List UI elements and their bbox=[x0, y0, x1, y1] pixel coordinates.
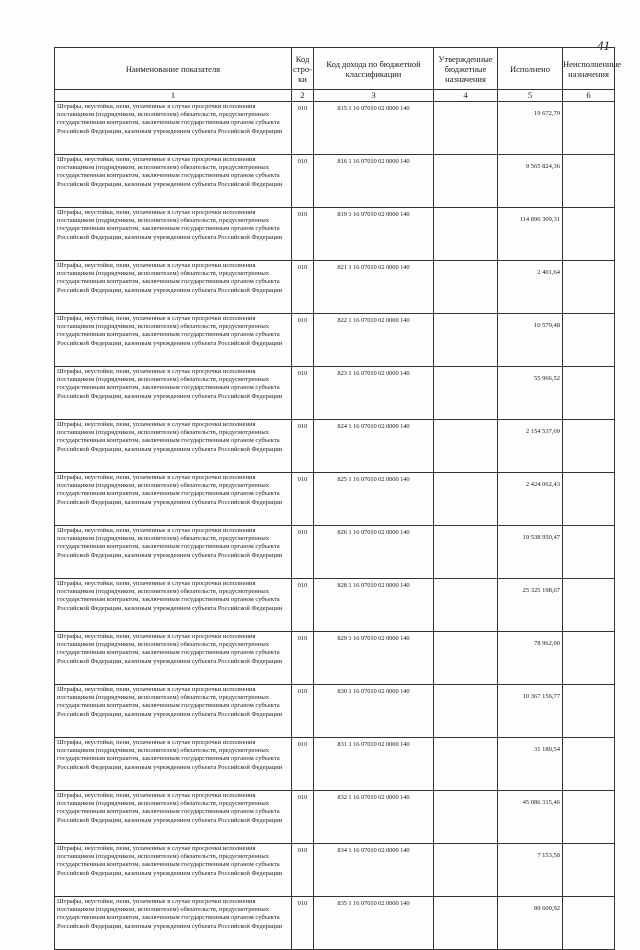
column-number: 4 bbox=[434, 90, 498, 102]
row-line-code-cell: 010 bbox=[292, 632, 314, 685]
row-line-code-cell: 010 bbox=[292, 897, 314, 950]
table-row bbox=[55, 844, 615, 897]
table-row bbox=[55, 738, 615, 791]
row-line-code-cell: 010 bbox=[292, 685, 314, 738]
row-name-cell: Штрафы, неустойки, пени, уплаченные в случае просрочки исполнения поставщиком (подрядчиком, исполнителем) обязательств, предусмотренных государственным контрактом, заключенным государственным органом субъекта Российской Федерации, казенным учреждением субъекта Российской Федерации bbox=[55, 367, 292, 420]
table-row bbox=[55, 420, 615, 473]
column-numbers-row bbox=[55, 90, 615, 102]
row-approved-cell bbox=[434, 632, 498, 685]
row-approved-cell bbox=[434, 473, 498, 526]
row-income-code-cell: 816 1 16 07010 02 0000 140 bbox=[314, 155, 434, 208]
row-executed-cell: 31 180,54 bbox=[498, 738, 563, 791]
row-approved-cell bbox=[434, 685, 498, 738]
row-line-code-cell: 010 bbox=[292, 579, 314, 632]
table-body bbox=[55, 102, 615, 950]
row-executed-cell: 55 966,52 bbox=[498, 367, 563, 420]
column-number: 2 bbox=[292, 90, 314, 102]
row-executed-cell: 7 153,58 bbox=[498, 844, 563, 897]
row-unexecuted-cell bbox=[563, 526, 615, 579]
header-name: Наименование показателя bbox=[55, 48, 292, 90]
row-executed-cell: 25 325 198,67 bbox=[498, 579, 563, 632]
row-executed-cell: 2 401,64 bbox=[498, 261, 563, 314]
column-number: 1 bbox=[55, 90, 292, 102]
page-number: 41 bbox=[597, 38, 610, 53]
table-row bbox=[55, 208, 615, 261]
row-line-code-cell: 010 bbox=[292, 314, 314, 367]
row-income-code-cell: 829 1 16 07010 02 0000 140 bbox=[314, 632, 434, 685]
row-approved-cell bbox=[434, 102, 498, 155]
table-row bbox=[55, 155, 615, 208]
row-name-cell: Штрафы, неустойки, пени, уплаченные в случае просрочки исполнения поставщиком (подрядчиком, исполнителем) обязательств, предусмотренных государственным контрактом, заключенным государственным органом субъекта Российской Федерации, казенным учреждением субъекта Российской Федерации bbox=[55, 632, 292, 685]
row-unexecuted-cell bbox=[563, 367, 615, 420]
table-row bbox=[55, 261, 615, 314]
row-income-code-cell: 819 1 16 07010 02 0000 140 bbox=[314, 208, 434, 261]
row-income-code-cell: 831 1 16 07010 02 0000 140 bbox=[314, 738, 434, 791]
row-income-code-cell: 828 1 16 07010 02 0000 140 bbox=[314, 579, 434, 632]
row-income-code-cell: 821 1 16 07010 02 0000 140 bbox=[314, 261, 434, 314]
row-income-code-cell: 826 1 16 07010 02 0000 140 bbox=[314, 526, 434, 579]
row-unexecuted-cell bbox=[563, 473, 615, 526]
report-sheet bbox=[54, 47, 622, 950]
row-unexecuted-cell bbox=[563, 685, 615, 738]
row-approved-cell bbox=[434, 579, 498, 632]
row-approved-cell bbox=[434, 208, 498, 261]
table-row bbox=[55, 579, 615, 632]
row-line-code-cell: 010 bbox=[292, 738, 314, 791]
row-executed-cell: 19 538 950,47 bbox=[498, 526, 563, 579]
row-line-code-cell: 010 bbox=[292, 208, 314, 261]
row-unexecuted-cell bbox=[563, 420, 615, 473]
row-line-code-cell: 010 bbox=[292, 473, 314, 526]
row-approved-cell bbox=[434, 314, 498, 367]
row-income-code-cell: 822 1 16 07010 02 0000 140 bbox=[314, 314, 434, 367]
row-approved-cell bbox=[434, 897, 498, 950]
row-unexecuted-cell bbox=[563, 897, 615, 950]
row-approved-cell bbox=[434, 155, 498, 208]
row-unexecuted-cell bbox=[563, 208, 615, 261]
row-unexecuted-cell bbox=[563, 579, 615, 632]
table-row bbox=[55, 367, 615, 420]
row-approved-cell bbox=[434, 844, 498, 897]
table-row bbox=[55, 685, 615, 738]
row-executed-cell: 10 367 156,77 bbox=[498, 685, 563, 738]
row-name-cell: Штрафы, неустойки, пени, уплаченные в случае просрочки исполнения поставщиком (подрядчиком, исполнителем) обязательств, предусмотренных государственным контрактом, заключенным государственным органом субъекта Российской Федерации, казенным учреждением субъекта Российской Федерации bbox=[55, 261, 292, 314]
row-name-cell: Штрафы, неустойки, пени, уплаченные в случае просрочки исполнения поставщиком (подрядчиком, исполнителем) обязательств, предусмотренных государственным контрактом, заключенным государственным органом субъекта Российской Федерации, казенным учреждением субъекта Российской Федерации bbox=[55, 844, 292, 897]
row-executed-cell: 89 600,92 bbox=[498, 897, 563, 950]
row-executed-cell: 19 672,79 bbox=[498, 102, 563, 155]
row-name-cell: Штрафы, неустойки, пени, уплаченные в случае просрочки исполнения поставщиком (подрядчиком, исполнителем) обязательств, предусмотренных государственным контрактом, заключенным государственным органом субъекта Российской Федерации, казенным учреждением субъекта Российской Федерации bbox=[55, 473, 292, 526]
column-number: 5 bbox=[498, 90, 563, 102]
row-executed-cell: 2 424 062,43 bbox=[498, 473, 563, 526]
row-name-cell: Штрафы, неустойки, пени, уплаченные в случае просрочки исполнения поставщиком (подрядчиком, исполнителем) обязательств, предусмотренных государственным контрактом, заключенным государственным органом субъекта Российской Федерации, казенным учреждением субъекта Российской Федерации bbox=[55, 738, 292, 791]
row-line-code-cell: 010 bbox=[292, 102, 314, 155]
row-income-code-cell: 823 1 16 07010 02 0000 140 bbox=[314, 367, 434, 420]
row-executed-cell: 2 154 537,69 bbox=[498, 420, 563, 473]
row-income-code-cell: 835 1 16 07010 02 0000 140 bbox=[314, 897, 434, 950]
row-income-code-cell: 825 1 16 07010 02 0000 140 bbox=[314, 473, 434, 526]
row-name-cell: Штрафы, неустойки, пени, уплаченные в случае просрочки исполнения поставщиком (подрядчиком, исполнителем) обязательств, предусмотренных государственным контрактом, заключенным государственным органом субъекта Российской Федерации, казенным учреждением субъекта Российской Федерации bbox=[55, 102, 292, 155]
row-unexecuted-cell bbox=[563, 844, 615, 897]
row-unexecuted-cell bbox=[563, 102, 615, 155]
row-executed-cell: 45 086 315,46 bbox=[498, 791, 563, 844]
column-number: 6 bbox=[563, 90, 615, 102]
row-line-code-cell: 010 bbox=[292, 367, 314, 420]
row-approved-cell bbox=[434, 738, 498, 791]
row-line-code-cell: 010 bbox=[292, 155, 314, 208]
row-line-code-cell: 010 bbox=[292, 526, 314, 579]
row-income-code-cell: 832 1 16 07010 02 0000 140 bbox=[314, 791, 434, 844]
row-income-code-cell: 834 1 16 07010 02 0000 140 bbox=[314, 844, 434, 897]
income-execution-table bbox=[54, 47, 622, 950]
header-line-code: Код стро-ки bbox=[292, 48, 314, 90]
row-unexecuted-cell bbox=[563, 791, 615, 844]
row-name-cell: Штрафы, неустойки, пени, уплаченные в случае просрочки исполнения поставщиком (подрядчиком, исполнителем) обязательств, предусмотренных государственным контрактом, заключенным государственным органом субъекта Российской Федерации, казенным учреждением субъекта Российской Федерации bbox=[55, 314, 292, 367]
row-executed-cell: 114 896 309,31 bbox=[498, 208, 563, 261]
row-executed-cell: 10 579,48 bbox=[498, 314, 563, 367]
row-name-cell: Штрафы, неустойки, пени, уплаченные в случае просрочки исполнения поставщиком (подрядчиком, исполнителем) обязательств, предусмотренных государственным контрактом, заключенным государственным органом субъекта Российской Федерации, казенным учреждением субъекта Российской Федерации bbox=[55, 897, 292, 950]
column-number: 3 bbox=[314, 90, 434, 102]
row-name-cell: Штрафы, неустойки, пени, уплаченные в случае просрочки исполнения поставщиком (подрядчиком, исполнителем) обязательств, предусмотренных государственным контрактом, заключенным государственным органом субъекта Российской Федерации, казенным учреждением субъекта Российской Федерации bbox=[55, 526, 292, 579]
row-name-cell: Штрафы, неустойки, пени, уплаченные в случае просрочки исполнения поставщиком (подрядчиком, исполнителем) обязательств, предусмотренных государственным контрактом, заключенным государственным органом субъекта Российской Федерации, казенным учреждением субъекта Российской Федерации bbox=[55, 685, 292, 738]
row-unexecuted-cell bbox=[563, 155, 615, 208]
row-executed-cell: 9 565 824,36 bbox=[498, 155, 563, 208]
row-unexecuted-cell bbox=[563, 632, 615, 685]
row-income-code-cell: 824 1 16 07010 02 0000 140 bbox=[314, 420, 434, 473]
row-approved-cell bbox=[434, 791, 498, 844]
table-row bbox=[55, 897, 615, 950]
row-name-cell: Штрафы, неустойки, пени, уплаченные в случае просрочки исполнения поставщиком (подрядчиком, исполнителем) обязательств, предусмотренных государственным контрактом, заключенным государственным органом субъекта Российской Федерации, казенным учреждением субъекта Российской Федерации bbox=[55, 791, 292, 844]
row-income-code-cell: 830 1 16 07010 02 0000 140 bbox=[314, 685, 434, 738]
header-executed: Исполнено bbox=[498, 48, 563, 90]
row-line-code-cell: 010 bbox=[292, 844, 314, 897]
row-income-code-cell: 815 1 16 07010 02 0000 140 bbox=[314, 102, 434, 155]
header-income-code: Код дохода по бюджетной классификации bbox=[314, 48, 434, 90]
row-name-cell: Штрафы, неустойки, пени, уплаченные в случае просрочки исполнения поставщиком (подрядчиком, исполнителем) обязательств, предусмотренных государственным контрактом, заключенным государственным органом субъекта Российской Федерации, казенным учреждением субъекта Российской Федерации bbox=[55, 579, 292, 632]
row-line-code-cell: 010 bbox=[292, 261, 314, 314]
row-name-cell: Штрафы, неустойки, пени, уплаченные в случае просрочки исполнения поставщиком (подрядчиком, исполнителем) обязательств, предусмотренных государственным контрактом, заключенным государственным органом субъекта Российской Федерации, казенным учреждением субъекта Российской Федерации bbox=[55, 155, 292, 208]
table-header-row bbox=[55, 48, 615, 90]
table-row bbox=[55, 632, 615, 685]
row-line-code-cell: 010 bbox=[292, 420, 314, 473]
row-unexecuted-cell bbox=[563, 738, 615, 791]
row-executed-cell: 78 962,00 bbox=[498, 632, 563, 685]
table-row bbox=[55, 526, 615, 579]
row-name-cell: Штрафы, неустойки, пени, уплаченные в случае просрочки исполнения поставщиком (подрядчиком, исполнителем) обязательств, предусмотренных государственным контрактом, заключенным государственным органом субъекта Российской Федерации, казенным учреждением субъекта Российской Федерации bbox=[55, 208, 292, 261]
row-approved-cell bbox=[434, 261, 498, 314]
table-row bbox=[55, 102, 615, 155]
header-unexecuted: Неисполненные назначения bbox=[563, 48, 615, 90]
row-approved-cell bbox=[434, 367, 498, 420]
row-unexecuted-cell bbox=[563, 261, 615, 314]
table-row bbox=[55, 791, 615, 844]
row-unexecuted-cell bbox=[563, 314, 615, 367]
table-row bbox=[55, 473, 615, 526]
row-approved-cell bbox=[434, 420, 498, 473]
row-approved-cell bbox=[434, 526, 498, 579]
table-row bbox=[55, 314, 615, 367]
row-name-cell: Штрафы, неустойки, пени, уплаченные в случае просрочки исполнения поставщиком (подрядчиком, исполнителем) обязательств, предусмотренных государственным контрактом, заключенным государственным органом субъекта Российской Федерации, казенным учреждением субъекта Российской Федерации bbox=[55, 420, 292, 473]
header-approved: Утвержденные бюджетные назначения bbox=[434, 48, 498, 90]
row-line-code-cell: 010 bbox=[292, 791, 314, 844]
